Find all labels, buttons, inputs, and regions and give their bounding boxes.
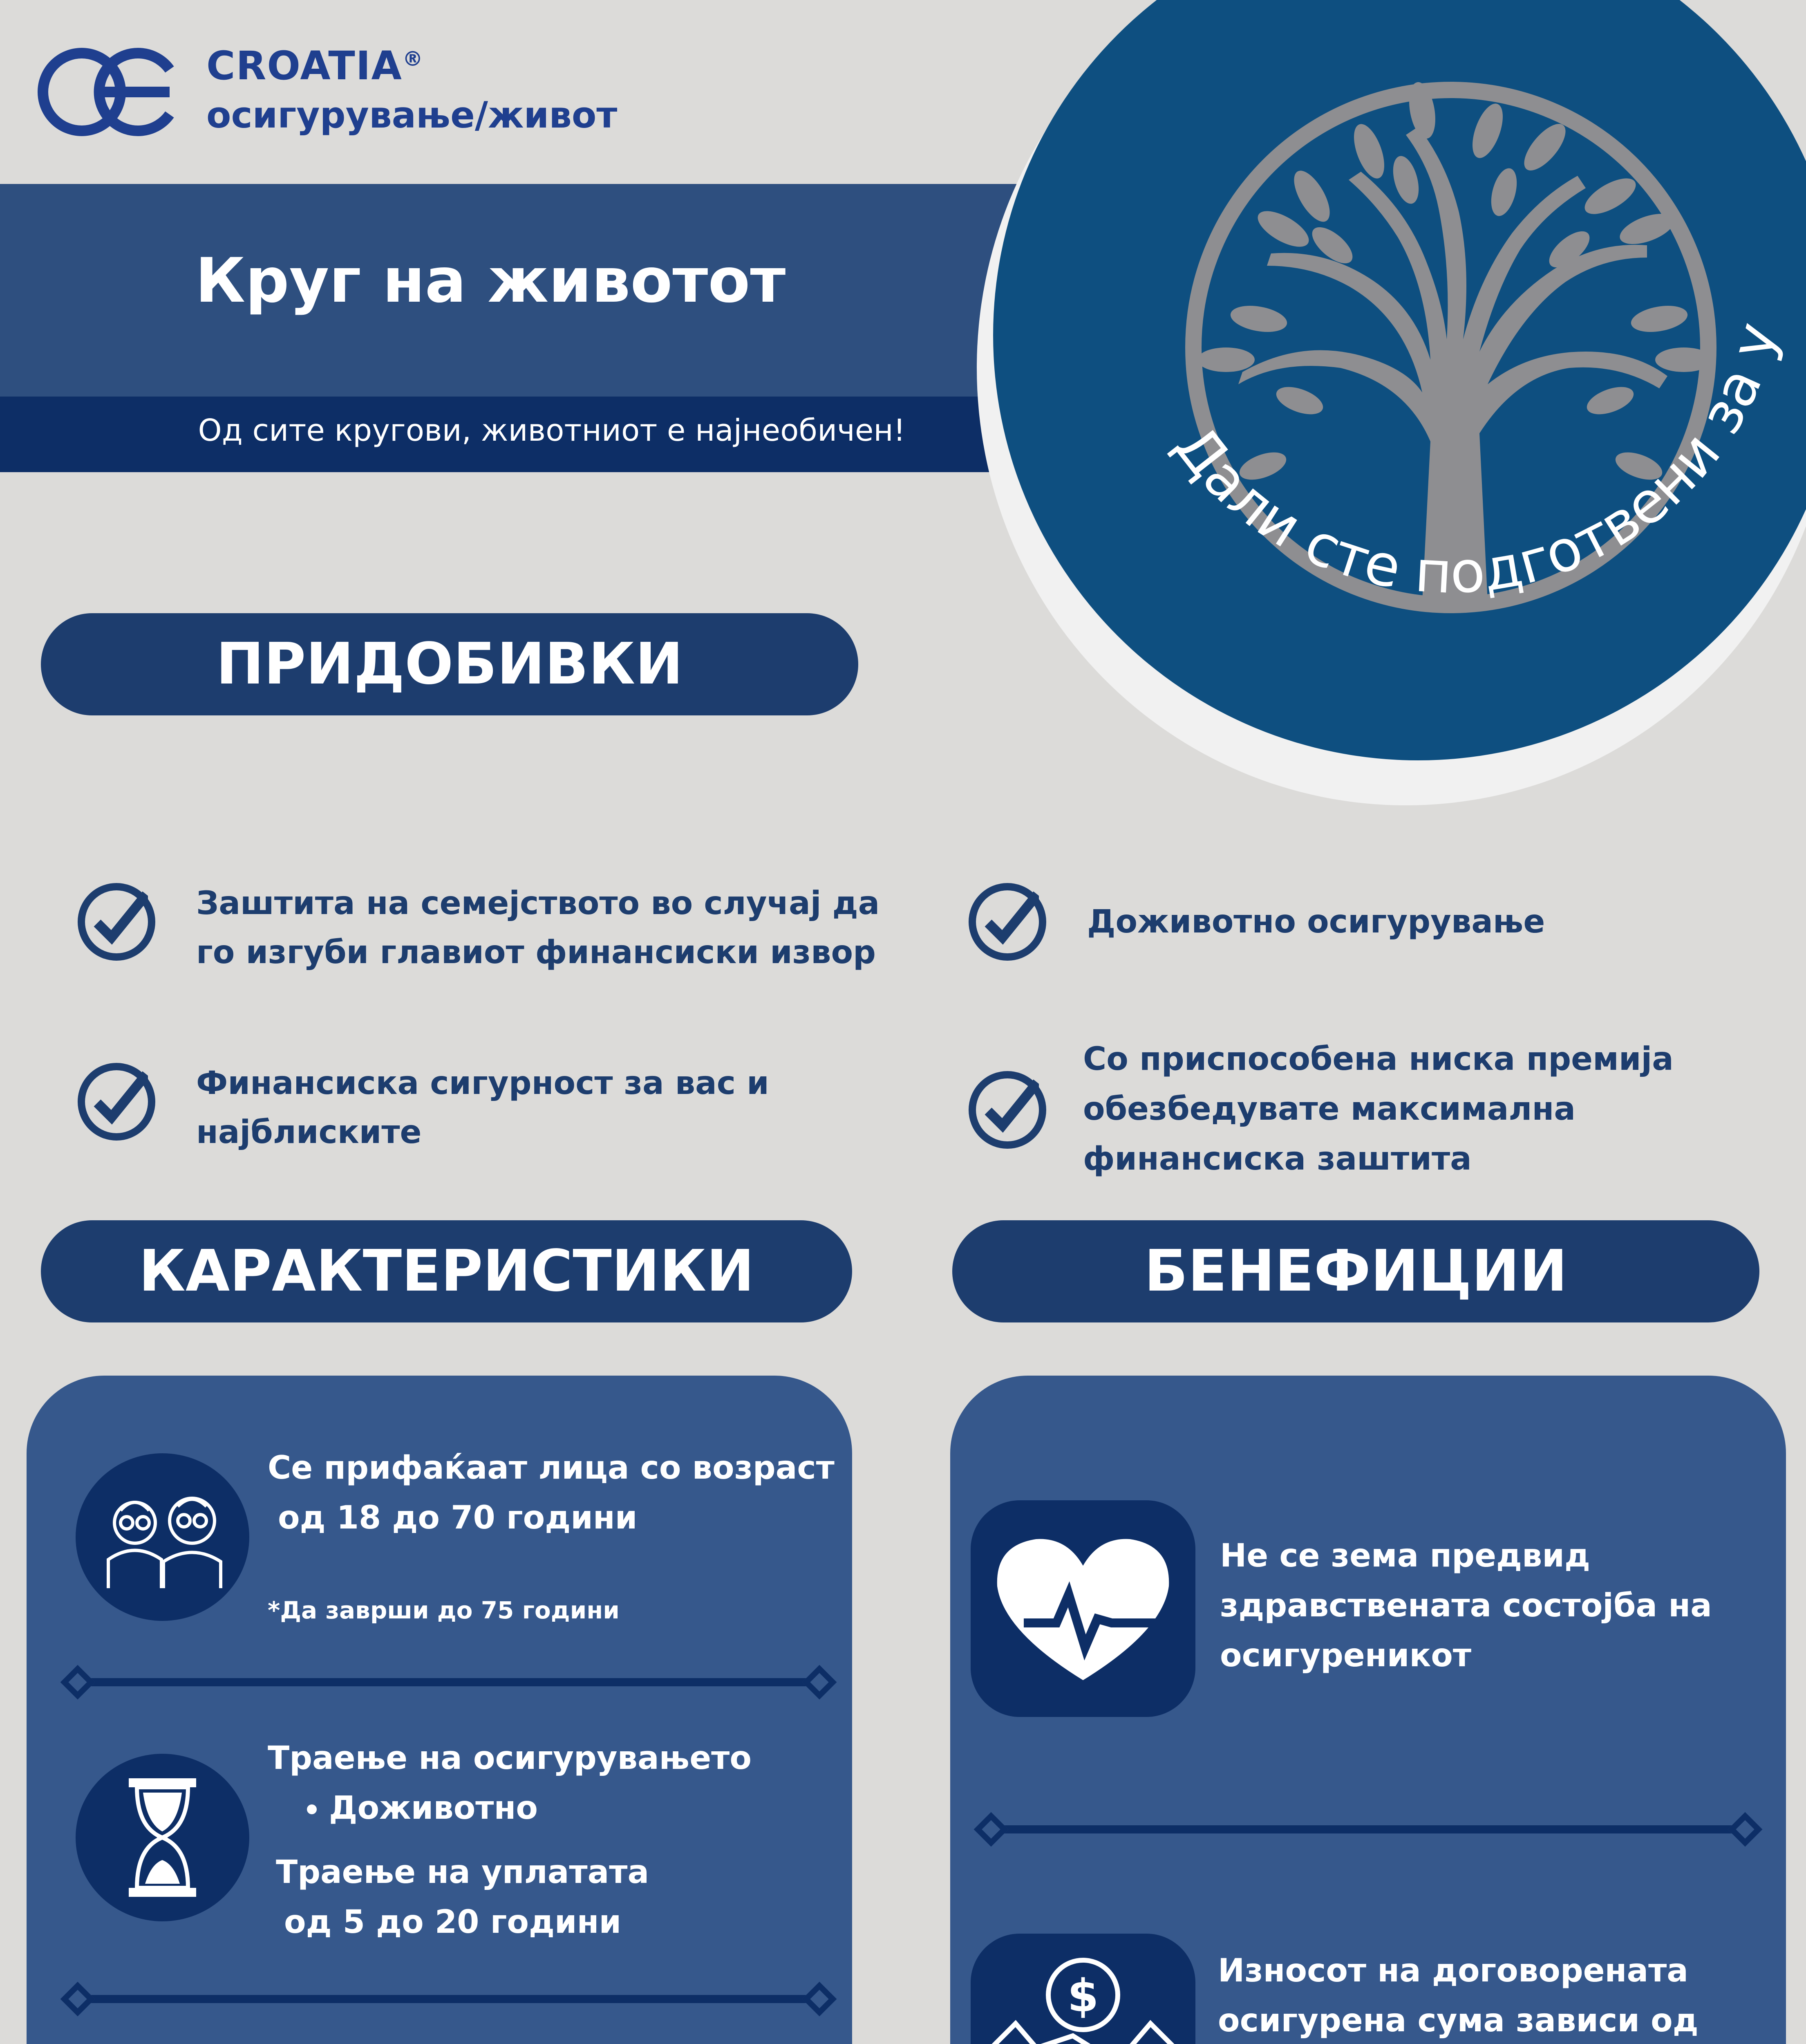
acquisition-item-2-text: Доживотно осигурување	[1087, 903, 1545, 940]
divider-diamond	[802, 1665, 837, 1700]
health-line3: осигуреникот	[1220, 1637, 1472, 1674]
circle-slogan	[993, 0, 1806, 760]
acquisition-item-3-line1: Финансиска сигурност за вас и	[196, 1065, 769, 1102]
brand-name-text: CROATIA	[206, 43, 403, 89]
divider-diamond	[60, 1982, 95, 2017]
slogan-text: Дали сте подготвени за у	[1161, 316, 1791, 607]
svg-text:$: $	[1067, 1970, 1099, 2022]
acquisition-item-4-line2: обезбедувате максимална	[1083, 1091, 1576, 1127]
hourglass-icon	[76, 1754, 249, 1921]
divider	[76, 1678, 828, 1686]
acquisitions-heading	[41, 613, 858, 715]
checkmark-icon	[78, 1063, 155, 1141]
acquisition-item-3	[78, 1059, 936, 1173]
sum-line1: Износот на договорената	[1218, 1952, 1688, 1989]
payment-value: од 5 до 20 години	[284, 1904, 622, 1941]
checkmark-icon	[969, 1071, 1046, 1149]
acquisition-item-1-line2: го изгуби главиот финансиски извор	[196, 934, 876, 971]
top-logo	[35, 41, 640, 147]
handshake-money-icon	[971, 1934, 1195, 2044]
checkmark-icon	[78, 883, 155, 961]
characteristics-heading	[41, 1220, 852, 1322]
divider-diamond	[802, 1982, 837, 2017]
page-title: Круг на животот	[195, 245, 786, 316]
elderly-couple-icon	[76, 1453, 249, 1621]
sum-text	[1218, 1946, 1786, 2044]
divider	[76, 1995, 828, 2003]
croatia-logo-icon	[35, 45, 182, 139]
health-line1: Не се зема предвид	[1220, 1537, 1591, 1574]
brand-reg: ®	[402, 47, 424, 71]
acquisition-item-4	[969, 1034, 1766, 1190]
benefits-panel	[950, 1376, 1786, 2044]
heart-rate-icon	[971, 1500, 1195, 1717]
health-line2: здравствената состојба на	[1220, 1587, 1712, 1624]
age-note: *Да заврши до 75 години	[268, 1596, 620, 1624]
acquisition-item-1-line1: Заштита на семејството во случај да	[196, 885, 880, 922]
acquisition-item-4-line3: финансиска заштита	[1083, 1141, 1472, 1177]
acquisition-item-2	[969, 879, 1745, 993]
page-subtitle: Од сите кругови, животниот е најнеобичен!	[198, 413, 906, 448]
characteristics-panel	[27, 1376, 852, 2044]
benefits-heading-text: БЕНЕФИЦИИ	[1144, 1238, 1568, 1304]
divider-diamond	[60, 1665, 95, 1700]
age-text	[268, 1443, 835, 1543]
brand-name	[206, 43, 424, 89]
health-text	[1220, 1531, 1712, 1681]
acquisition-item-3-text	[196, 1059, 769, 1157]
svg-text:Дали сте подготвени за утре?	[993, 0, 1791, 607]
duration-bullet: • Доживотно	[329, 1783, 752, 1833]
duration-bullets	[268, 1783, 752, 1833]
payment-label: Траење на уплатата	[276, 1854, 649, 1891]
acquisitions-heading-text: ПРИДОБИВКИ	[216, 631, 683, 697]
divider-diamond	[974, 1812, 1009, 1847]
age-line2: од 18 до 70 години	[278, 1499, 638, 1536]
benefits-heading	[952, 1220, 1759, 1322]
acquisition-item-1	[78, 879, 936, 993]
divider-diamond	[1728, 1812, 1763, 1847]
acquisition-item-4-text	[1083, 1034, 1674, 1184]
acquisition-item-3-line2: најблиските	[196, 1114, 422, 1151]
age-line1: Се прифаќаат лица со возраст	[268, 1450, 835, 1486]
sum-line2: осигурена сума зависи од	[1218, 2002, 1699, 2039]
acquisition-item-4-line1: Со приспособена ниска премија	[1083, 1041, 1674, 1078]
divider	[991, 1825, 1751, 1833]
acquisition-item-1-text	[196, 879, 880, 977]
checkmark-icon	[969, 883, 1046, 961]
duration-text	[268, 1733, 752, 1947]
brand-subtitle: осигурување/живот	[206, 94, 618, 136]
characteristics-heading-text: КАРАКТЕРИСТИКИ	[139, 1238, 754, 1304]
duration-label: Траење на осигурувањето	[268, 1740, 752, 1777]
